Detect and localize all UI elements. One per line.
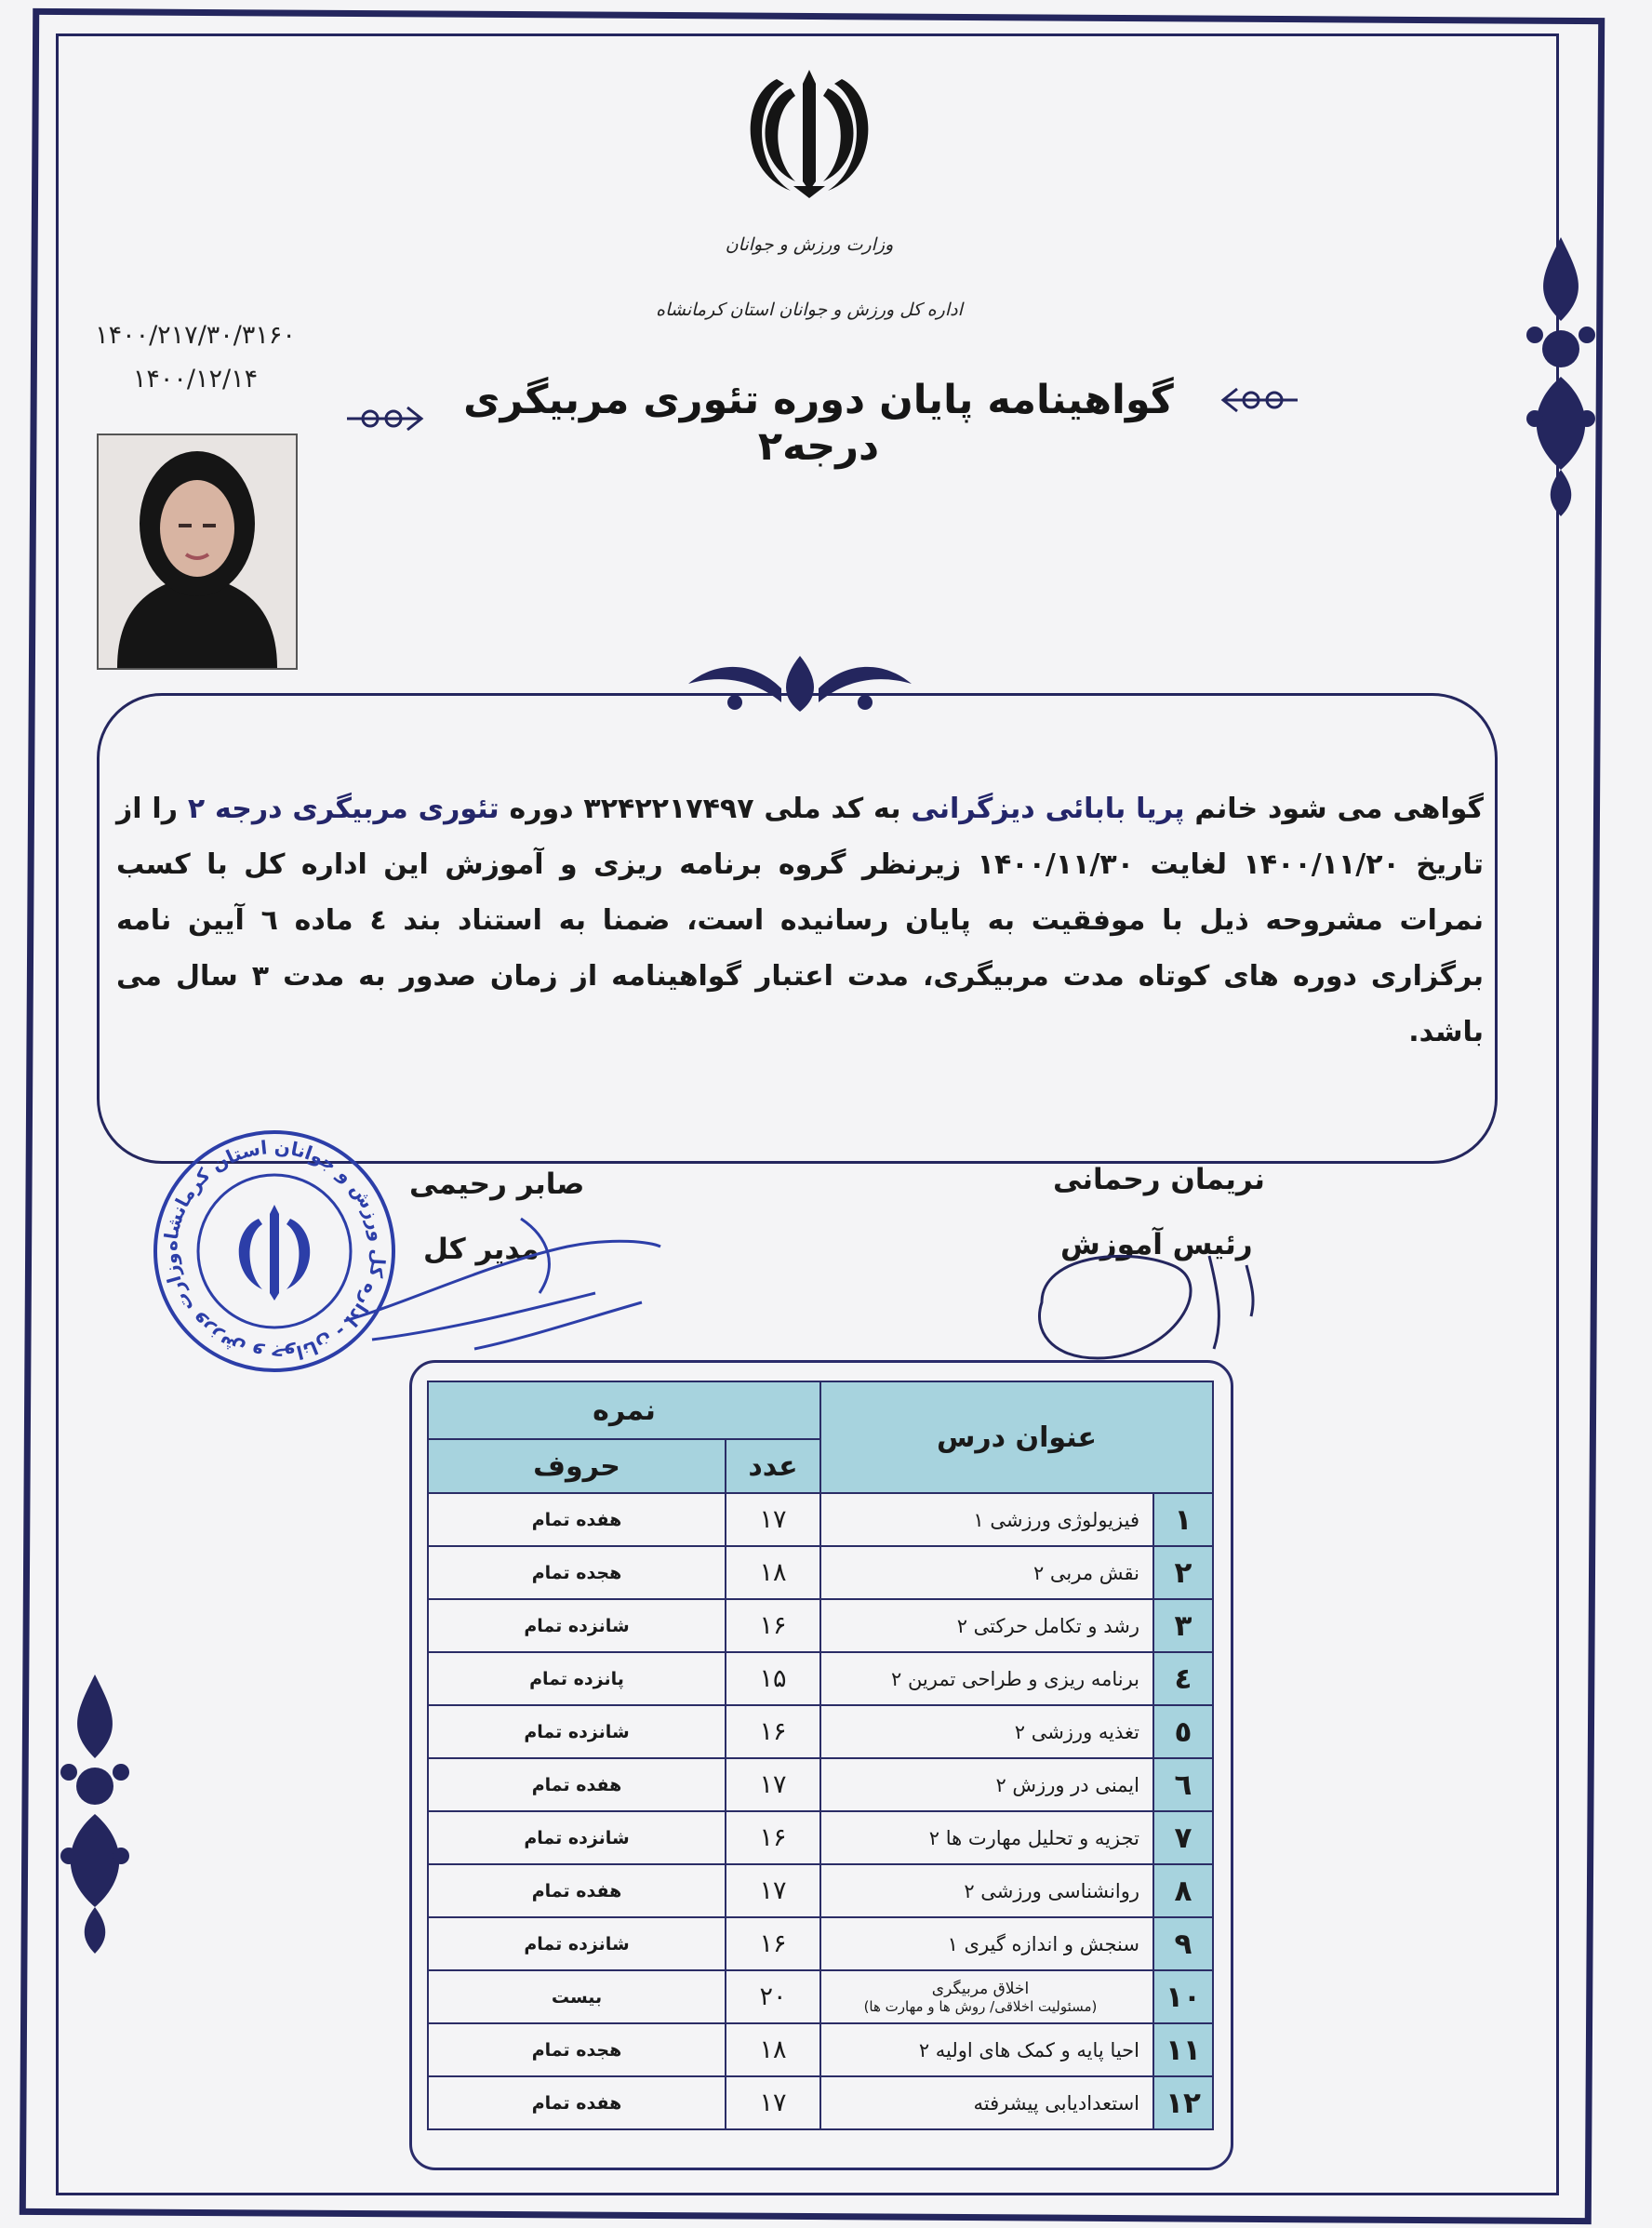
director-title: مدیر کل — [423, 1233, 540, 1266]
course-subtitle: (مسئولیت اخلاقی/ روش ها و مهارت ها) — [863, 1997, 1098, 2015]
course-title: نقش مربی ۲ — [1032, 1561, 1139, 1584]
grade-number: ۱۶ — [726, 1917, 820, 1970]
course-name: تئوری مربیگری درجه ۲ — [187, 793, 500, 825]
course-title: ایمنی در ورزش ۲ — [995, 1773, 1139, 1796]
grade-letters: هفده تمام — [428, 2076, 726, 2129]
course-title: تغذیه ورزشی ۲ — [1014, 1720, 1139, 1743]
grade-letters: هفده تمام — [428, 1758, 726, 1811]
course-title-cell — [820, 1811, 1153, 1864]
course-title: استعدادیابی پیشرفته — [973, 2091, 1139, 2115]
letter-number: ۱۴۰۰/۲۱۷/۳۰/۳۱۶۰ — [95, 321, 296, 350]
grade-number: ۱۶ — [726, 1811, 820, 1864]
course-title-cell — [820, 1546, 1153, 1599]
side-ornament-right-icon — [1524, 237, 1598, 516]
grade-number: ۱۷ — [726, 1493, 820, 1546]
table-row — [428, 1970, 1213, 2023]
header-row — [428, 1381, 1213, 1439]
course-title: فیزیولوژی ورزشی ۱ — [973, 1508, 1139, 1531]
recipient-photo — [97, 434, 298, 670]
course-title-cell — [820, 1493, 1153, 1546]
stamp-text: وزارت ورزش و جوانان - اداره کل ورزش و جوانان استان کرمانشاه — [158, 1135, 391, 1367]
course-title: روانشناسی ورزشی ۲ — [964, 1879, 1139, 1902]
grade-number: ۱۷ — [726, 1864, 820, 1917]
office-name: اداره کل ورزش و جوانان استان کرمانشاه — [656, 300, 963, 320]
course-title: برنامه ریزی و طراحی تمرین ۲ — [890, 1667, 1139, 1690]
row-number: ۹ — [1153, 1917, 1213, 1970]
grade-letters: شانزده تمام — [428, 1917, 726, 1970]
course-title: احیا پایه و کمک های اولیه ۲ — [918, 2038, 1139, 2061]
national-emblem-icon — [739, 60, 879, 200]
body-rest: را از تاریخ ۱۴۰۰/۱۱/۲۰ لغایت ۱۴۰۰/۱۱/۳۰ زیرنظر گروه برنامه ریزی و آموزش این اداره کل با کسب نمرات مشروحه ذیل با موفقیت به پایان رسانیده است، ضمنا به استناد بند ٤ ماده ٦ آیین نامه برگزاری دوره های کوتاه مدت مربیگری، مدت اعتبار گواهینامه از زمان صدور به مدت ۳ سال می باشد. — [116, 793, 1484, 1048]
training-head-title: رئیس آموزش — [1060, 1228, 1253, 1261]
row-number: ۱۲ — [1153, 2076, 1213, 2129]
grade-letters: هجده تمام — [428, 1546, 726, 1599]
grade-number: ۱۶ — [726, 1599, 820, 1652]
row-number: ۲ — [1153, 1546, 1213, 1599]
course-title-cell — [820, 2023, 1153, 2076]
table-row — [428, 1864, 1213, 1917]
grade-number: ۱۸ — [726, 2023, 820, 2076]
grade-letters: هجده تمام — [428, 2023, 726, 2076]
course-title-cell — [820, 1864, 1153, 1917]
course-title: رشد و تکامل حرکتی ۲ — [956, 1614, 1139, 1637]
table-row — [428, 1917, 1213, 1970]
course-title: تجزیه و تحلیل مهارت ها ۲ — [928, 1826, 1139, 1849]
table-row — [428, 2023, 1213, 2076]
letter-date: ۱۴۰۰/۱۲/۱۴ — [132, 365, 259, 394]
table-row — [428, 1811, 1213, 1864]
grade-letters: بیست — [428, 1970, 726, 2023]
grade-number: ۱۵ — [726, 1652, 820, 1705]
row-number: ۸ — [1153, 1864, 1213, 1917]
course-title-cell — [820, 1758, 1153, 1811]
grade-letters: شانزده تمام — [428, 1811, 726, 1864]
training-head-signature — [1023, 1228, 1302, 1377]
course-title-cell — [820, 1652, 1153, 1705]
body-intro: گواهی می شود خانم — [1184, 793, 1485, 825]
table-row — [428, 2076, 1213, 2129]
grade-number: ۱۶ — [726, 1705, 820, 1758]
row-number: ۳ — [1153, 1599, 1213, 1652]
table-row — [428, 1758, 1213, 1811]
course-title-cell — [820, 1970, 1153, 2023]
grades-table — [427, 1381, 1214, 2130]
grade-number: ۱۷ — [726, 2076, 820, 2129]
recipient-name: پریا بابائی دیزگرانی — [911, 793, 1185, 825]
body-national-code: به کد ملی ۳۲۴۲۲۱۷۴۹۷ دوره — [499, 793, 912, 825]
row-number: ۱ — [1153, 1493, 1213, 1546]
row-number: ۷ — [1153, 1811, 1213, 1864]
grade-letters: پانزده تمام — [428, 1652, 726, 1705]
grade-letters: هفده تمام — [428, 1864, 726, 1917]
grade-number: ۱۷ — [726, 1758, 820, 1811]
grade-letters-header: حروف — [428, 1439, 726, 1493]
grade-number: ۲۰ — [726, 1970, 820, 2023]
course-title-cell — [820, 1705, 1153, 1758]
table-row — [428, 1493, 1213, 1546]
course-title: اخلاق مربیگری — [931, 1979, 1030, 1998]
ministry-name: وزارت ورزش و جوانان — [725, 234, 894, 255]
table-row — [428, 1652, 1213, 1705]
grade-header: نمره — [428, 1381, 820, 1439]
grade-letters: شانزده تمام — [428, 1705, 726, 1758]
grade-number-header: عدد — [726, 1439, 820, 1493]
grade-letters: هفده تمام — [428, 1493, 726, 1546]
course-title-cell — [820, 2076, 1153, 2129]
table-row — [428, 1546, 1213, 1599]
course-title-cell — [820, 1599, 1153, 1652]
side-ornament-left-icon — [58, 1674, 132, 1954]
row-number: ٥ — [1153, 1705, 1213, 1758]
row-number: ۱۱ — [1153, 2023, 1213, 2076]
director-signature — [335, 1200, 670, 1367]
course-title-header: عنوان درس — [820, 1381, 1213, 1493]
director-name: صابر رحیمی — [409, 1167, 585, 1201]
certificate-body — [116, 781, 1484, 1061]
course-title: سنجش و اندازه گیری ۱ — [947, 1932, 1139, 1955]
row-number: ٦ — [1153, 1758, 1213, 1811]
grade-letters: شانزده تمام — [428, 1599, 726, 1652]
row-number: ٤ — [1153, 1652, 1213, 1705]
certificate-title: گواهینامه پایان دوره تئوری مربیگری درجه۲ — [463, 377, 1174, 470]
row-number: ۱۰ — [1153, 1970, 1213, 2023]
training-head-name: نریمان رحمانی — [1053, 1163, 1265, 1196]
course-title-cell — [820, 1917, 1153, 1970]
table-row — [428, 1599, 1213, 1652]
table-row — [428, 1705, 1213, 1758]
grade-number: ۱۸ — [726, 1546, 820, 1599]
